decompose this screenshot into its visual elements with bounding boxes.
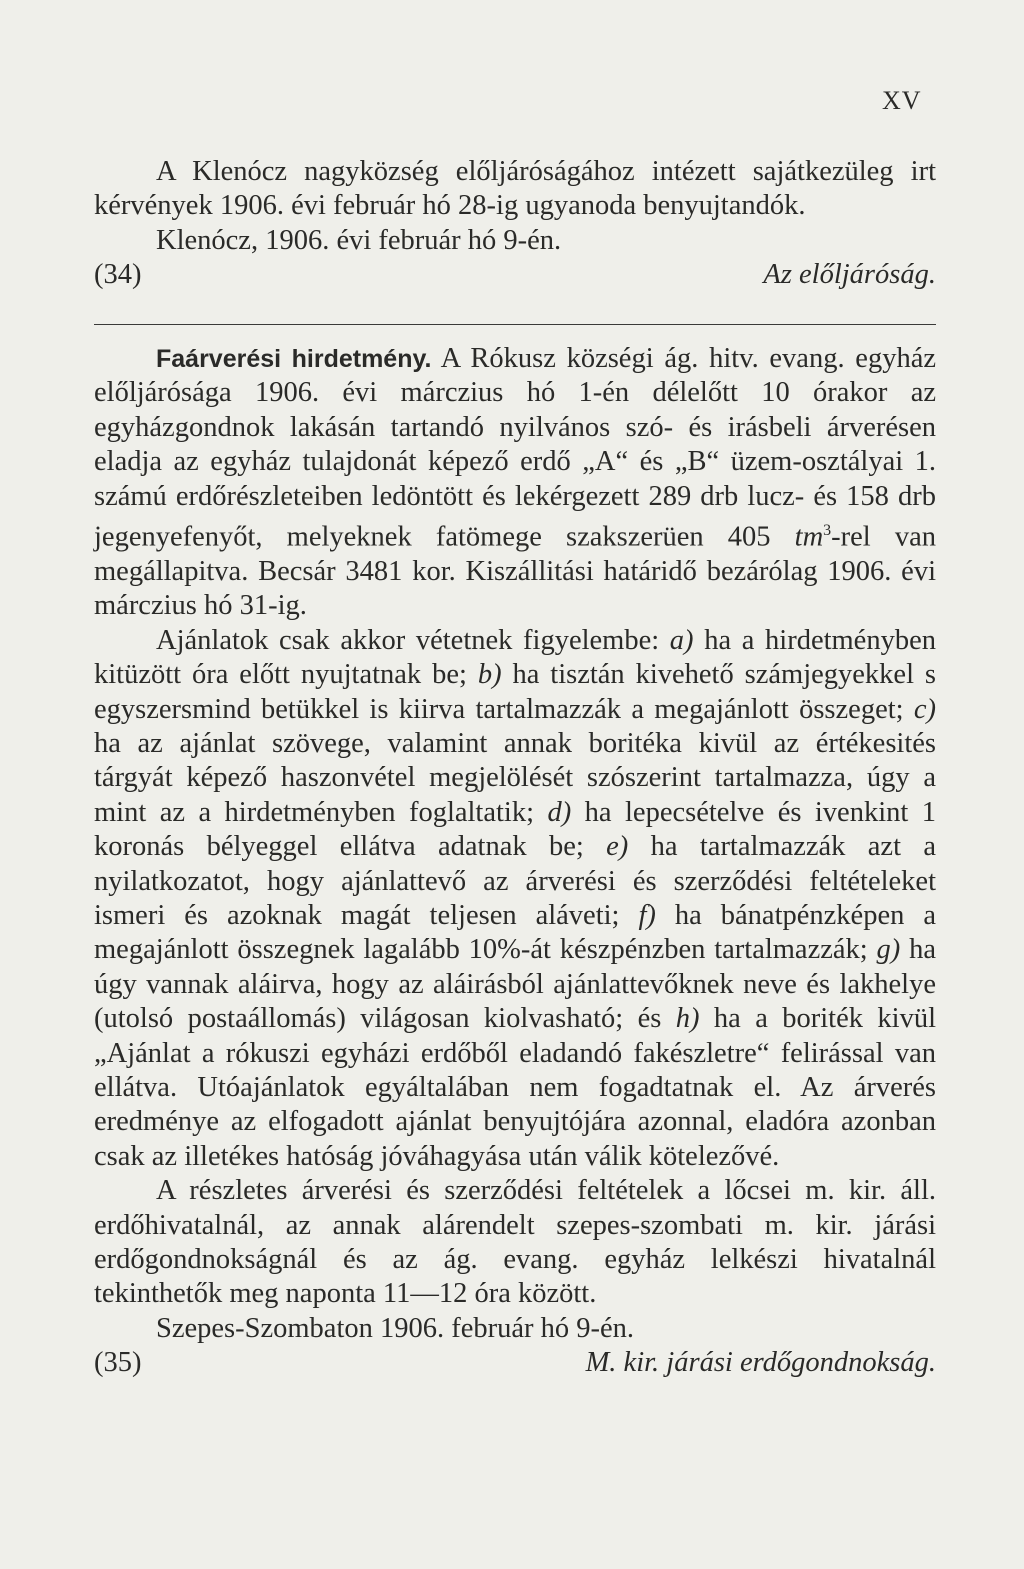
condition-marker: g) — [876, 934, 901, 966]
para2-text: ha a hirdetményben kitüzött óra előtt nyujtatnak be; — [94, 624, 936, 691]
notice-35-number: (35) — [94, 1347, 142, 1379]
condition-marker: h) — [675, 1003, 700, 1035]
para2-text: ha a boriték kivül „Ajánlat a rókuszi egyházi erdőből eladandó fakészletre“ felirással van ellátva. Utóajánlatok egyáltalában nem fogadtatnak el. Az árverés eredménye az elfogadott ajánlat benyujtójára azonnal, eladóra azonban csak az illetékes hatóság jóváhagyása után válik kötelezővé. — [94, 1003, 936, 1172]
para2-text: ha úgy vannak aláirva, hogy az aláirásból ajánlattevőknek neve és lakhelye (utolsó postaállomás) világosan kiolvasható; és — [94, 934, 937, 1035]
para2-text: ha tisztán kivehető számjegyekkel s egyszersmind betükkel is kiirva tartalmazzák a megajánlott összeget; — [94, 659, 936, 725]
condition-marker: f) — [638, 900, 656, 931]
unit-superscript: 3 — [823, 522, 832, 540]
notice-35-dateline: Szepes-Szombaton 1906. február hó 9-én. — [156, 1312, 635, 1344]
notice-35-signature-line — [94, 1346, 936, 1380]
notice-34-signature: Az előljáróság. — [763, 259, 936, 291]
notice-35 — [94, 342, 936, 1381]
para2-text: ha tartalmazzák azt a nyilatkozatot, hogy ajánlattevő az árverési és szerződési feltételeket ismeri és azoknak magát teljesen aláveti; — [94, 831, 936, 931]
para2-text: ha bánatpénzképen a megajánlott összegnek lagalább 10%-át készpénzben tartalmazzák; — [94, 900, 936, 966]
notice-35-para3: A részletes árverési és szerződési feltételek a lőcsei m. kir. áll. erdőhivatalnál, az annak alárendelt szepes-szombati m. kir. járási erdőgondnokságnál és az ág. evang. egyház lelkészi hivatalnál tekinthetők meg naponta 11—12 óra között. — [94, 1175, 936, 1310]
page-number: XV — [882, 86, 922, 115]
notice-34-signature-line — [94, 258, 936, 292]
para2-text: Ajánlatok csak akkor vétetnek figyelembe: — [156, 624, 670, 656]
condition-marker: d) — [547, 796, 572, 828]
notice-35-para1-end: -rel van megállapitva. Becsár 3481 kor. Kiszállitási határidő bezárólag 1906. évi márczius hó 31-ig. — [94, 521, 936, 622]
notice-34-body: A Klenócz nagyközség előljáróságához intézett sajátkezüleg irt kérvények 1906. évi február hó 28-ig ugyanoda benyujtandók. — [94, 156, 936, 222]
notice-35-para2 — [94, 624, 936, 1175]
notice-34-number: (34) — [94, 259, 142, 291]
condition-marker: e) — [606, 831, 629, 863]
para2-text: ha lepecsételve és ivenkint 1 koronás bélyeggel ellátva adatnak be; — [94, 796, 936, 863]
notice-35-para1-text: A Rókusz községi ág. hitv. evang. egyház előljárósága 1906. évi márczius hó 1-én délelőtt 10 órakor az egyházgondnok lakásán tartandó nyilvános szó- és irásbeli árverésen eladja az egyház tulajdonát képező erdő „A“ és „B“ üzem-osztályai 1. számú erdőrészleteiben ledöntött és lekérgezett 289 drb lucz- és 158 drb jegenyefenyőt, melyeknek fatömege szakszerüen 405 — [94, 343, 936, 553]
notice-35-para1 — [94, 342, 936, 624]
condition-marker: a) — [669, 624, 694, 656]
notice-34-dateline: Klenócz, 1906. évi február hó 9-én. — [156, 224, 562, 256]
notice-35-signature: M. kir. járási erdőgondnokság. — [585, 1347, 936, 1379]
para2-text: ha az ajánlat szövege, valamint annak boritéka kivül az értékesités tárgyát képező haszonvétel megjelölését szószerint tartalmazza, úgy a mint az a hirdetményben foglaltatik; — [94, 727, 936, 828]
condition-marker: c) — [913, 693, 936, 725]
unit: tm — [794, 521, 824, 553]
section-divider — [94, 324, 936, 325]
notice-35-heading: Faárverési hirdetmény. — [156, 345, 432, 373]
condition-marker: b) — [477, 659, 502, 691]
notice-34 — [94, 155, 936, 293]
